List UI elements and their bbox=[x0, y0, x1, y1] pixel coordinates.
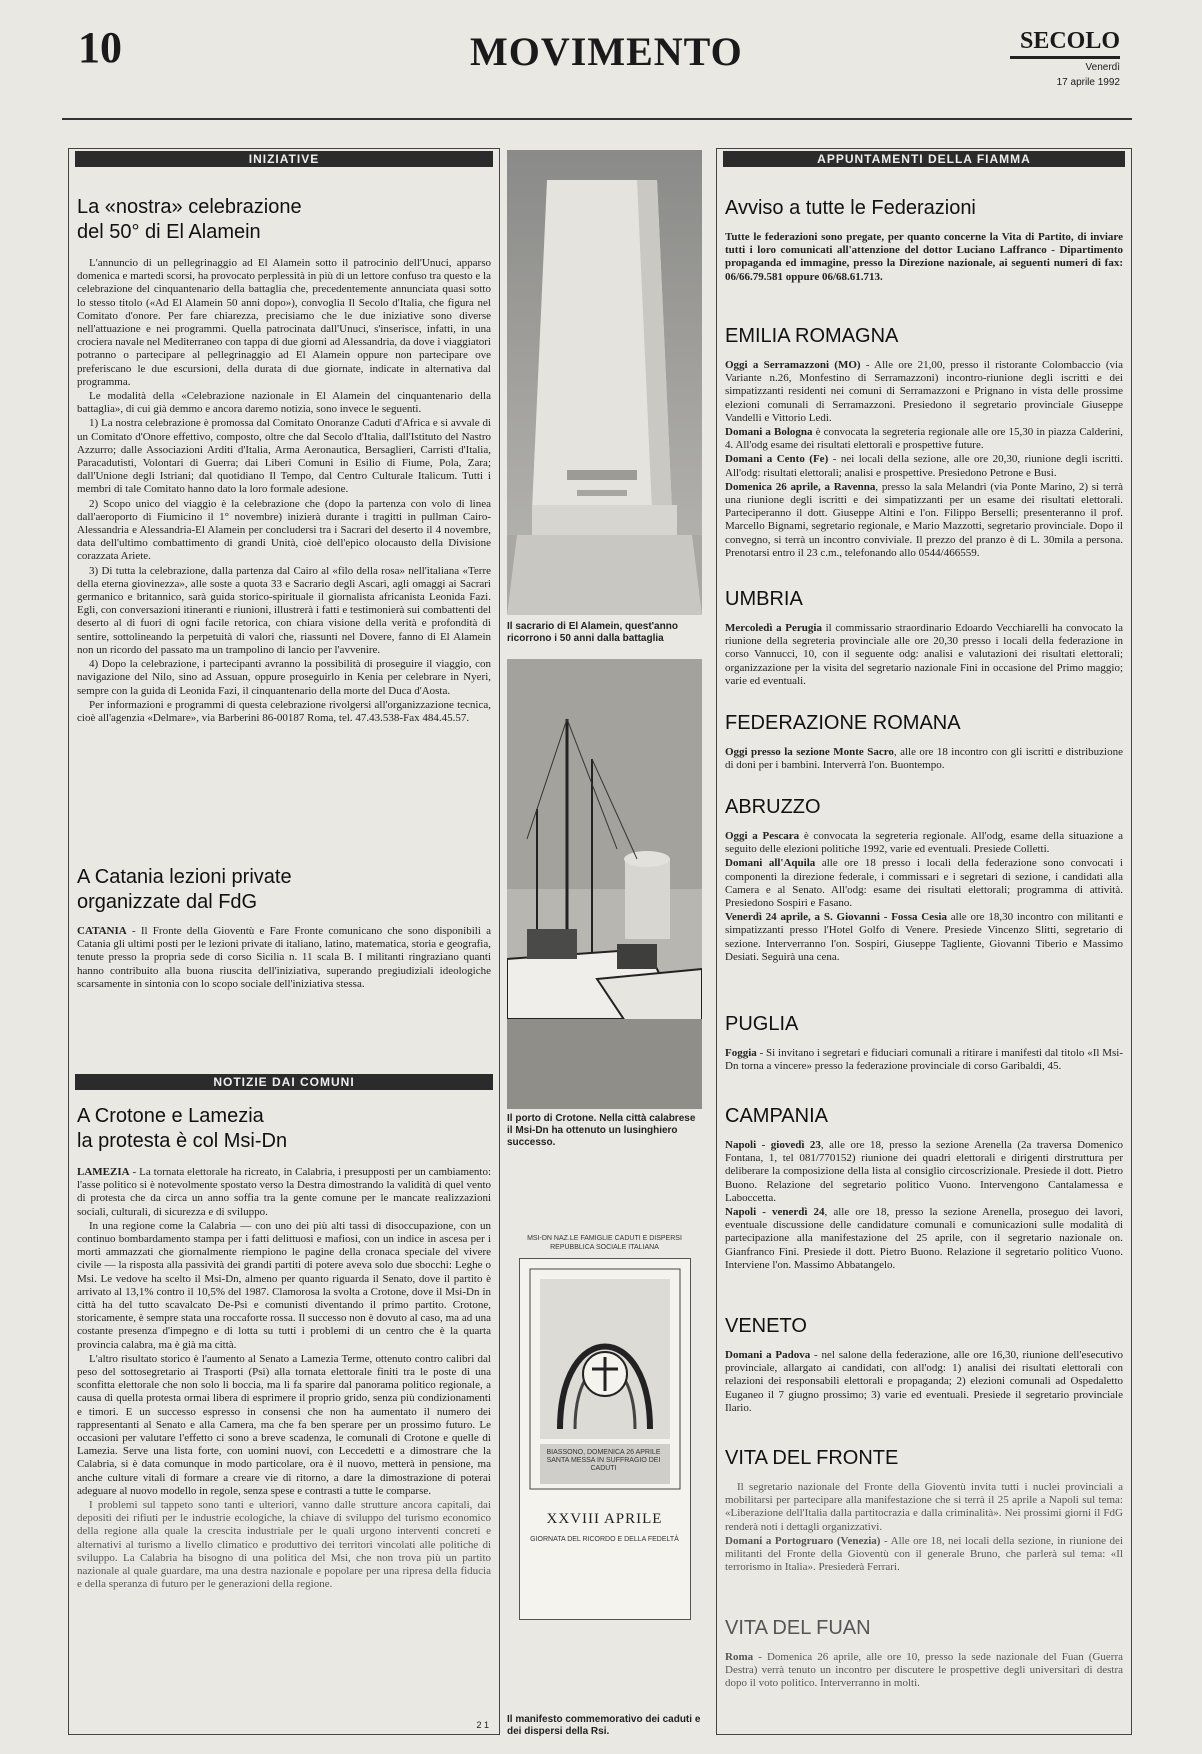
event-lead: Oggi presso la sezione Monte Sacro bbox=[725, 746, 894, 758]
region-title: VITA DEL FRONTE bbox=[725, 1447, 899, 1469]
paragraph: I problemi sul tappeto sono tanti e ulteriori, vanno dalle strutture ancora capitali, dai depositi dei rifiuti per le industrie ecologiche, la chiave di sviluppo del turismo economico della regione alla quale la crescita industriale per le quali urgono interventi concreti e alternativi al turismo a livello climatico e produttivo dei territori vincolati alle politiche di sviluppo. La Calabria ha bisogno di una politica del Msi, che non trova più un partito nazionale al quale guardare, ma una destra nazionale e popolare per una ripresa della fiducia e della speranza di futuro per le generazioni della regione. bbox=[77, 1499, 491, 1591]
notice-title: Avviso a tutte le Federazioni bbox=[725, 197, 976, 219]
photo-crotone-port bbox=[507, 659, 702, 1109]
newspaper-logo bbox=[1010, 28, 1120, 89]
paragraph: Per informazioni e programmi di questa celebrazione rivolgersi all'organizzazione tecnica, cioè all'agenzia «Delmare», via Barberini 86-00187 Roma, tel. 47.43.538-Fax 484.45.57. bbox=[77, 698, 491, 724]
paragraph: 4) Dopo la celebrazione, i partecipanti avranno la possibilità di proseguire il viaggio, con navigazione del Nilo, sino ad Assuan, oppure proseguirlo in Kenia per celebrare in Nyeri, sempre con la guida di Leonida Fazi, il cinquantenario della morte del Duca d'Aosta. bbox=[77, 658, 491, 697]
paragraph bbox=[77, 1166, 491, 1219]
event bbox=[725, 359, 1123, 425]
event bbox=[725, 1139, 1123, 1205]
paragraph: 1) La nostra celebrazione è promossa dal Comitato Onoranze Caduti d'Africa e si avvale di un Comitato d'Onore effettivo, composto, oltre che dal Secolo d'Italia, dall'Istituto del Nastro Azzurro; dalle Associazioni Arditi d'Italia, Arma Aeronautica, Bersaglieri, Carristi d'Italia, Paracadutisti, Volontari di Guerra; dai Liberi Comuni in Esilio di Fiume, Pola, Zara; dall'Unione degli Istriani; dal quotidiano Il Tempo, dal Centro Culturale Italicum. Tutti i membri di tale Comitato hanno dato la loro formale adesione. bbox=[77, 417, 491, 496]
poster-date: XXVIII APRILE bbox=[546, 1511, 663, 1527]
event bbox=[725, 426, 1123, 452]
event bbox=[725, 1206, 1123, 1272]
paragraph: L'altro risultato storico è l'aumento al Senato a Lamezia Terme, ottenuto contro calibri dal peso del sottosegretario ai Trasporti (Psi) alla tornata elettorale finiti tra le poste di una sconfitta elettorale che non solo li boccia, ma li fa sparire dal panorama politico regionale, a causa di quella protesta ormai libera di esprimere il proprio grido, senza più condizionamenti e timori. E un successo espresso in consensi che non ha aumentato il numero dei rappresentanti al Senato e alla Camera, ma che fa ben sperare per un prossimo futuro. Le occasioni per valutare l'effetto ci sono a breve scadenza, le comunali di Crotone e quelle di Lamezia. Serve una lista forte, con uomini nuovi, con Leccedetti e a dimostrare che la Calabria, si è data comunque in modo particolare, ora è il nuovo, metterà in pensione, ma anche culture vitali di formare a creare vie di ritorno, a dare la dimostrazione di poterai adeguare al nuovo modello in regole, senza spese e contrasti a tutte le comparse. bbox=[77, 1352, 491, 1497]
article-body bbox=[77, 925, 491, 1070]
paragraph: 2) Scopo unico del viaggio è la celebrazione che (dopo la partenza con volo di linea dall'aeroporto di Fiumicino il 1° novembre) inizierà durante i tragitti in pullman Cairo-Alessandria e Alessandria-El Alamein per concludersi tra i Sacrari del deserto il 4 novembre, data dell'ultimo combattimento di grandi Unità, cioè dell'epico olocausto della Divisione corazzata Ariete. bbox=[77, 497, 491, 563]
article-body bbox=[77, 257, 491, 857]
middle-column bbox=[507, 150, 712, 1735]
region-body bbox=[725, 746, 1123, 776]
region-body bbox=[725, 830, 1123, 995]
region-vita-del-fuan bbox=[717, 1615, 1131, 1701]
right-column bbox=[716, 148, 1132, 1735]
title-line-1: A Catania lezioni private bbox=[77, 866, 292, 888]
title-line-1: A Crotone e Lamezia bbox=[77, 1105, 264, 1127]
region-body bbox=[725, 1349, 1123, 1427]
poster-band: BIASSONO, DOMENICA 26 APRILE SANTA MESSA IN SUFFRAGIO DEI CADUTI bbox=[546, 1449, 661, 1472]
article-catania bbox=[69, 857, 499, 1070]
event-text: , alle ore 18, presso la sezione Arenella (2a traversa Domenico Fontana, 1, tel 081/770152) riunione dei quadri elettorali e dirigenti dirstruttura per deliberare la composizione della lista al consiglio circoscrizionale. Presiede il dott. Pietro Buono. Relazione del segretario politico Vuono. Intervengono Cantalamessa e Laboccetta. bbox=[725, 1139, 1123, 1204]
commemorative-poster bbox=[507, 1234, 702, 1704]
paragraph: In una regione come la Calabria — con uno dei più alti tassi di disoccupazione, con un continuo bombardamento stampa per i fatti delittuosi e mafiosi, con un indice in ascesa per i morti ammazzati che giornalmente riempiono le pagine della cronaca speciale del vivere civile — la risposta alla passività dei grandi partiti di potere aveva solo due sbocchi: Leghe o Msi. Le vedove ha scelto il Msi-Dn, almeno per quanto riguarda il Senato, dove il partito è arrivato al 13,1% contro il 10,5% del 1987. Clamorosa la svolta a Crotone, dove il Msi-Dn in città ha del tutto scavalcato De-Psi e comunisti diventando il primo partito. Crotone, storicamente, è sempre stata una roccaforte rossa. Il successo non è dovuto al caso, ma ad una costante presenza d'impegno e di lotta su tutti i problemi di un centro che è la quarta provincia calabra, ma è già ma città. bbox=[77, 1219, 491, 1351]
event-text: alle ore 18 presso i locali della federazione sono convocati i componenti la direzione federale, i commissari e i segretari di sezione, i candidati alla Camera e al Senato. All'odg: esame dei risultati elettorali; programma di attività. Presiedono Sospiri e Fasano. bbox=[725, 857, 1123, 910]
event-text: - nei locali della sezione, alle ore 20,30, riunione degli iscritti. All'odg: risultati elettorali; analisi e prospettive. Presiedono Petrone e Busi. bbox=[725, 453, 1123, 479]
poster-caption: Il manifesto commemorativo dei caduti e dei dispersi della Rsi. bbox=[507, 1714, 701, 1737]
poster-frame bbox=[519, 1258, 691, 1620]
notice-federazioni bbox=[717, 167, 1131, 303]
harbour-image bbox=[507, 659, 702, 1109]
region-title: CAMPANIA bbox=[725, 1105, 828, 1127]
event bbox=[725, 1047, 1123, 1073]
left-column bbox=[68, 148, 500, 1735]
event-text: alle ore 18,30 incontro con militanti e simpatizzanti presso l'Hotel Golfo di Venere. Presiede Vincenzo Slitti, segretario di sezione. Interverranno l'on. Sospiri, Giuseppe Tagliente, Giovanni Tiberio e Massimo Desiati. Seguirà una cena. bbox=[725, 911, 1123, 963]
poster-header: MSI-DN NAZ.LE FAMIGLIE CADUTI E DISPERSI REPUBBLICA SOCIALE ITALIANA bbox=[527, 1235, 682, 1251]
event-lead: Venerdì 24 aprile, a S. Giovanni - Fossa Cesia bbox=[725, 911, 947, 924]
region-body bbox=[725, 1139, 1123, 1299]
title-line-1: La «nostra» celebrazione bbox=[77, 196, 302, 218]
event-lead: Domani all'Aquila bbox=[725, 857, 816, 870]
region-title: PUGLIA bbox=[725, 1013, 799, 1035]
article-title bbox=[77, 865, 491, 915]
notice-body: Tutte le federazioni sono pregate, per quanto concerne la Vita di Partito, di inviare tutti i loro comunicati all'attenzione del dottor Luciano Laffranco - Dipartimento propaganda ed immagine, presso la Direzione nazionale, ai seguenti numeri di fax: 06/66.79.581 oppure 06/68.61.713. bbox=[725, 231, 1123, 283]
event-lead: Domani a Cento (Fe) bbox=[725, 453, 829, 466]
event-lead: Foggia bbox=[725, 1047, 757, 1059]
region-body bbox=[725, 1651, 1123, 1701]
event-text: - nel salone della federazione, alle ore 16,30, riunione dell'esecutivo provinciale, allargato ai candidati, con all'odg: 1) analisi dei risultati elettorali con relazioni dei responsabili elettorali e propaganda; 2) elezioni comunali ad Ospedaletto Euganeo il 7 giugno prossimo; 3) varie ed eventuali. Presiede il segretario provinciale Ilario. bbox=[725, 1349, 1123, 1414]
dateline: LAMEZIA bbox=[77, 1166, 130, 1178]
section-bar-iniziative: INIZIATIVE bbox=[75, 151, 493, 167]
event-lead: Domani a Portogruaro (Venezia) bbox=[725, 1534, 881, 1547]
article-body bbox=[77, 1166, 491, 1721]
event-lead: Napoli - giovedì 23 bbox=[725, 1139, 821, 1151]
event-text: , alle ore 18, presso la sezione Arenella, proseguo dei lavori, eventuale discussione delle candidature comunali e comunicazioni sulle modalità di partecipazione alla manifestazione del 25 aprile, con il segretario nazionale on. Gianfranco Fini. Presiede il dott. Pietro Buono. Relazione il segretario politico Vuono. Interviene l'on. Massimo Abbatangelo. bbox=[725, 1206, 1123, 1271]
region-federazione-romana bbox=[717, 710, 1131, 776]
poster-footer: GIORNATA DEL RICORDO E DELLA FEDELTÀ bbox=[530, 1536, 679, 1543]
region-emilia-romagna bbox=[717, 323, 1131, 574]
event-text: - Domenica 26 aprile, alle ore 10, presso la sede nazionale del Fuan (Guerra Destra) verrà tenuto un incontro per discutere le prospettive degli universitari di destra dopo il voto politico. Interverranno in molti. bbox=[725, 1651, 1123, 1690]
region-abruzzo bbox=[717, 794, 1131, 995]
event-lead: Domani a Bologna bbox=[725, 426, 813, 439]
event-lead: Oggi a Serramazzoni (MO) bbox=[725, 359, 861, 371]
paragraph bbox=[77, 925, 491, 991]
region-body bbox=[725, 1481, 1123, 1601]
page-number: 10 bbox=[78, 23, 122, 72]
header-rule bbox=[62, 118, 1132, 120]
event bbox=[725, 1651, 1123, 1691]
article-el-alamein bbox=[69, 167, 499, 857]
event bbox=[725, 1481, 1123, 1534]
article-crotone bbox=[69, 1090, 499, 1721]
event bbox=[725, 911, 1123, 964]
paragraph: L'annuncio di un pellegrinaggio ad El Alamein sotto il patrocinio dell'Unuci, apparso domenica e martedì scorsi, ha provocato perplessità in più di un lettore confuso tra questo e la celebrazione del cinquantenario della battaglia che, precedentemente annunciata quasi sotto lo stesso titolo («Ad El Alamein 50 anni dopo»), convoglia Il Secolo d'Italia, che figura nel Comitato d'onore. Per fare chiarezza, precisiamo che le due iniziative sono diverse nell'attuazione e nei programmi. Quella patrocinata dall'Unuci, s'inserisce, infatti, in una crociera navale nel Mediterraneo con tappa di due giorni ad Alessandria, da dove i viaggiatori potranno o partecipare al pellegrinaggio ad El Alamein oppure non partecipare ove preferiscano le due escursioni, della durata di due giornate, indicate in alternativa dal programma. bbox=[77, 257, 491, 388]
article-title bbox=[77, 1104, 491, 1154]
region-body bbox=[725, 1047, 1123, 1089]
region-puglia bbox=[717, 1011, 1131, 1089]
column-footer: 2 1 bbox=[476, 1720, 489, 1730]
paragraph: 3) Di tutta la celebrazione, dalla partenza dal Cairo al «filo della rosa» nell'italiana «Terre della eterna giovinezza», alle soste a quota 33 e Sacrario degli Ascari, agli omaggi ai Sacrari germanico e britannico, sarà guida storico-spirituale il giornalista africanista Leonida Fazi. Egli, con conversazioni itineranti e riunioni, illustrerà i fatti e testimonierà sui combattenti del deserto al di fuori di ogni facile retorica, con chiara visione della verità e profondità di sentire, sottolineando la perpetuità di valori che, riassunti nel Dovere, fanno di El Alamein non un ricordo del passato ma un trampolino di lancio per l'avvenire. bbox=[77, 564, 491, 656]
event-text: è convocata la segreteria regionale alle ore 15,30 in piazza Calderini, 4. All'odg esame dei risultati elettorali e prospettive future. bbox=[725, 426, 1123, 452]
event-text: - Si invitano i segretari e fiduciari comunali a ritirare i manifesti dal titolo «Il Msi-Dn torna a vincere» presso la federazione provinciale di corso Garibaldi, 45. bbox=[725, 1047, 1123, 1073]
event-lead: Oggi a Pescara bbox=[725, 830, 800, 842]
event bbox=[725, 622, 1123, 688]
region-body bbox=[725, 622, 1123, 692]
paragraph-text: - La tornata elettorale ha ricreato, in Calabria, i presupposti per un cambiamento: l'asse politico si è notevolmente spostato verso la Destra dimostrando la validità di quel vento di protesta che da circa un anno soffia tra la gente comune per le mancate realizzazioni sociali, culturali, di sicurezza e di sviluppo. bbox=[77, 1166, 491, 1218]
section-title: MOVIMENTO bbox=[470, 29, 743, 74]
photo-el-alamein-memorial bbox=[507, 150, 702, 615]
article-title bbox=[77, 195, 491, 245]
event bbox=[725, 746, 1123, 772]
paragraph-text: - Il Fronte della Gioventù e Fare Fronte comunicano che sono disponibili a Catania gli ultimi posti per le lezioni private di italiano, latino, matematica, storia e geografia, tenute presso la propria sede di corso Sicilia n. 11 scala B. I militanti ringraziano quanti hanno contribuito alla buona riuscita dell'iniziativa, superando pregiudiziali ideologiche scarsamente in sintonia con lo scopo sociale dell'iniziativa stessa. bbox=[77, 925, 491, 990]
issue-date: 17 aprile 1992 bbox=[1056, 77, 1120, 88]
section-bar-appuntamenti: APPUNTAMENTI DELLA FIAMMA bbox=[723, 151, 1125, 167]
event bbox=[725, 1349, 1123, 1415]
event-text: Il segretario nazionale del Fronte della Gioventù invita tutti i nuclei provinciali a mobilitarsi per partecipare alla manifestazione che si terrà il 25 aprile a Napoli sul tema: «Liberazione dell'Italia dalla partitocrazia e dalla criminalità». Nei prossimi giorni il FdG renderà noti i dettagli organizzativi. bbox=[725, 1481, 1123, 1533]
section-bar-notizie: NOTIZIE DAI COMUNI bbox=[75, 1074, 493, 1090]
event-lead: Napoli - venerdì 24 bbox=[725, 1206, 825, 1219]
event bbox=[725, 857, 1123, 910]
photo-caption-port: Il porto di Crotone. Nella città calabrese il Msi-Dn ha ottenuto un lusinghiero successo. bbox=[507, 1113, 696, 1148]
region-umbria bbox=[717, 586, 1131, 692]
region-title: UMBRIA bbox=[725, 588, 803, 610]
dateline: CATANIA bbox=[77, 925, 127, 937]
event-lead: Domani a Padova bbox=[725, 1349, 811, 1361]
event-text: - Alle ore 18, nei locali della sezione, in riunione dei militanti del Fronte della Gioventù con il generale Bruno, che parlerà sul tema: «Il terrorismo in Italia». Presiederà Ferrari. bbox=[725, 1534, 1123, 1574]
region-title: EMILIA ROMAGNA bbox=[725, 325, 899, 347]
event bbox=[725, 481, 1123, 560]
event-text: , alle ore 18 incontro con gli iscritti e distribuzione di doni per i bambini. Interverrà l'on. Buontempo. bbox=[725, 746, 1123, 772]
region-title: ABRUZZO bbox=[725, 796, 821, 818]
title-line-2: organizzate dal FdG bbox=[77, 891, 258, 913]
photo-caption-memorial: Il sacrario di El Alamein, quest'anno ricorrono i 50 anni dalla battaglia bbox=[507, 621, 678, 644]
event bbox=[725, 830, 1123, 856]
event-lead: Mercoledì a Perugia bbox=[725, 622, 822, 634]
event-lead: Domenica 26 aprile, a Ravenna bbox=[725, 480, 876, 493]
event-text: è convocata la segreteria regionale. All'odg, esame della situazione a seguito delle elezioni politiche 1992, varie ed eventuali. Presiede Colletti. bbox=[725, 830, 1123, 856]
region-title: VENETO bbox=[725, 1315, 807, 1337]
region-title: FEDERAZIONE ROMANA bbox=[725, 712, 961, 734]
issue-day: Venerdì bbox=[1085, 62, 1120, 73]
paragraph: Le modalità della «Celebrazione nazionale in El Alamein del cinquantenario della battaglia», di cui già demmo e ancora daremo notizia, sono invece le seguenti. bbox=[77, 390, 491, 416]
title-line-2: del 50° di El Alamein bbox=[77, 221, 261, 243]
event-text: , presso la sala Melandri (via Ponte Marino, 2) si terrà una riunione degli iscritti e dei simpatizzanti per un esame dei risultati elettorali. Parteciperanno il dott. Giuseppe Altini e l'on. Filippo Berselli; presenteranno il prof. Marcello Bignami, segretario regionale, e Mario Mazzotti, segretario provinciale. Dopo il convegno, si terrà un incontro conviviale. Il prezzo del pranzo è di L. 30mila a persona. Prenotarsi entro il 23 c.m., telefonando allo 0544/466559. bbox=[725, 480, 1123, 559]
event bbox=[725, 453, 1123, 479]
region-vita-del-fronte bbox=[717, 1445, 1131, 1601]
memorial-image bbox=[507, 150, 702, 615]
region-title: VITA DEL FUAN bbox=[725, 1617, 871, 1639]
logo-name: SECOLO bbox=[1010, 28, 1120, 59]
region-body bbox=[725, 359, 1123, 574]
event bbox=[725, 1535, 1123, 1575]
title-line-2: la protesta è col Msi-Dn bbox=[77, 1130, 288, 1152]
event-lead: Roma bbox=[725, 1651, 754, 1663]
region-veneto bbox=[717, 1313, 1131, 1427]
event-text: il commissario straordinario Edoardo Vecchiarelli ha convocato la riunione della segreteria provinciale alle ore 20,30 presso i locali della federazione in corso Vannucci, 10, con il seguente odg: analisi e valutazioni dei risultati elettorali; organizzazione per la visita del segretario nazionale Fini in occasione del Primo maggio; varie ed eventuali. bbox=[725, 622, 1123, 687]
event-text: - Alle ore 21,00, presso il ristorante Colombaccio (via Variante n.26, Monfestino di Serramazzoni) incontro-riunione degli iscritti e dei simpatizzanti residenti nei comuni di Serramazzoni e Prignano in vista delle prossime elezioni comunali di Serramazzoni. Presiedono il segretario provinciale Giuseppe Vandelli e Vittorio Ledi. bbox=[725, 359, 1123, 424]
region-campania bbox=[717, 1103, 1131, 1299]
